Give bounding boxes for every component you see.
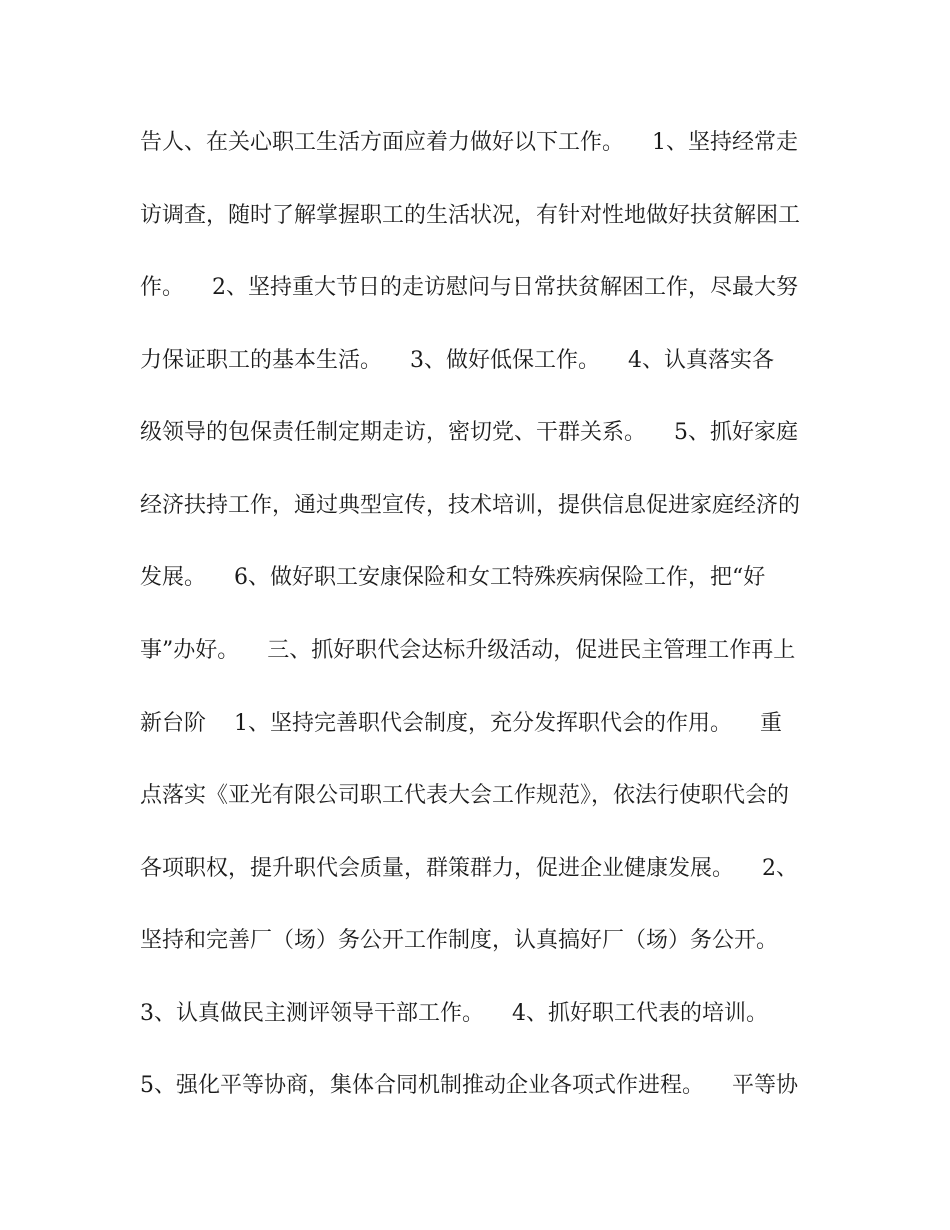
text-line: 事”办好。 三、抓好职代会达标升级活动，促进民主管理工作再上 bbox=[140, 638, 796, 663]
text-line: 新台阶 1、坚持完善职代会制度，充分发挥职代会的作用。 重 bbox=[140, 711, 782, 736]
text-line: 点落实《亚光有限公司职工代表大会工作规范》，依法行使职代会的 bbox=[140, 783, 790, 808]
text-line: 力保证职工的基本生活。 3、做好低保工作。 4、认真落实各 bbox=[140, 348, 774, 373]
text-line: 访调查，随时了解掌握职工的生活状况，有针对性地做好扶贫解困工 bbox=[140, 203, 801, 228]
text-line: 5、强化平等协商，集体合同机制推动企业各项式作进程。 平等协 bbox=[140, 1073, 798, 1098]
text-line: 发展。 6、做好职工安康保险和女工特殊疾病保险工作，把“好 bbox=[140, 565, 766, 590]
text-line: 经济扶持工作，通过典型宣传，技术培训，提供信息促进家庭经济的 bbox=[140, 493, 801, 518]
text-line: 3、认真做民主测评领导干部工作。 4、抓好职工代表的培训。 bbox=[140, 1001, 768, 1026]
text-line: 告人、在关心职工生活方面应着力做好以下工作。 1、坚持经常走 bbox=[140, 130, 798, 155]
text-line: 级领导的包保责任制定期走访，密切党、干群关系。 5、抓好家庭 bbox=[140, 420, 798, 445]
text-line: 坚持和完善厂（场）务公开工作制度，认真搞好厂（场）务公开。 bbox=[140, 928, 779, 953]
text-line: 作。 2、坚持重大节日的走访慰问与日常扶贫解困工作，尽最大努 bbox=[140, 275, 798, 300]
text-line: 各项职权，提升职代会质量，群策群力，促进企业健康发展。 2、 bbox=[140, 856, 798, 881]
